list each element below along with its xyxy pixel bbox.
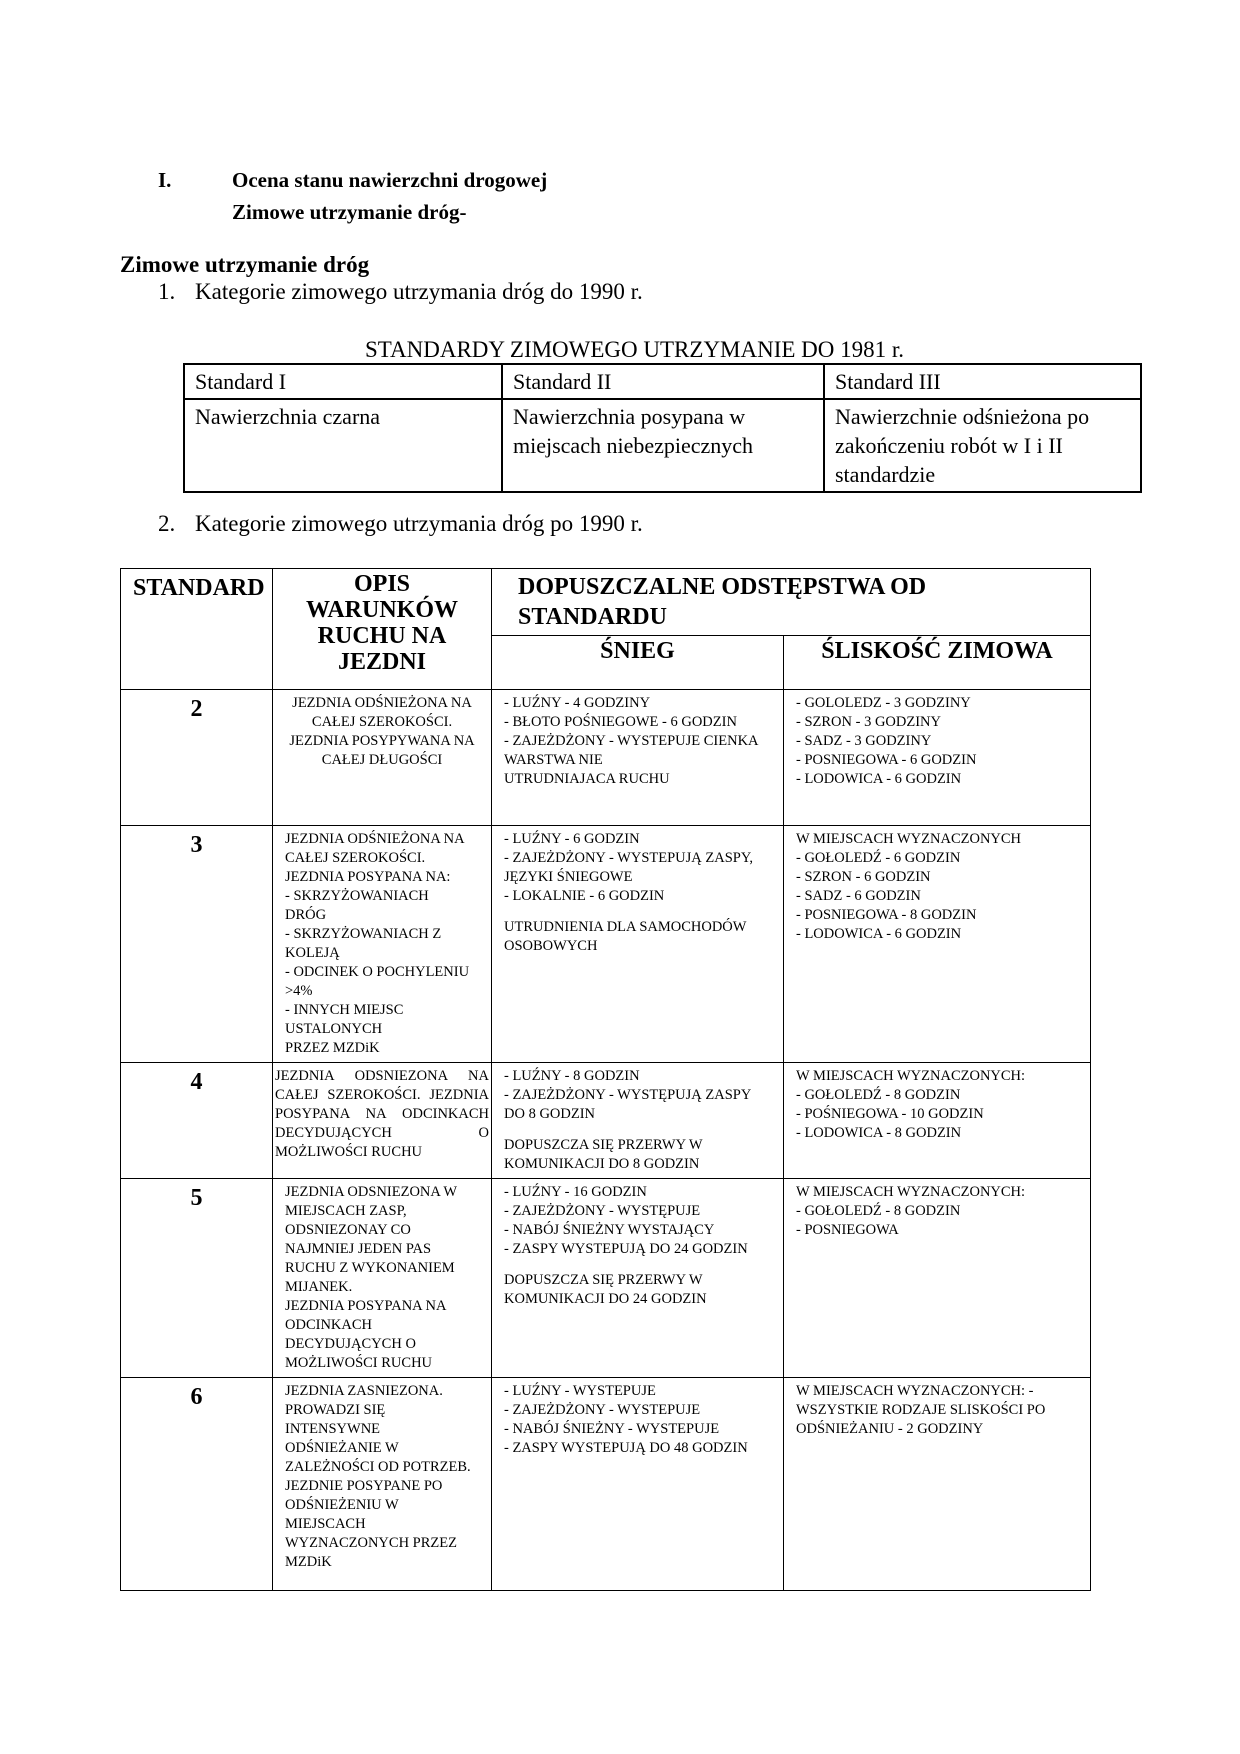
- section-title: Zimowe utrzymanie dróg: [120, 252, 370, 277]
- sliskosc-line: - GOŁOLEDŹ - 8 GODZIN: [796, 1087, 961, 1103]
- sliskosc-line: W MIEJSCACH WYZNACZONYCH: -: [796, 1383, 1034, 1399]
- opis-line: CAŁEJ SZEROKOŚCI.: [311, 714, 453, 730]
- opis-cell: [273, 826, 492, 1063]
- sliskosc-line: W MIEJSCACH WYZNACZONYCH: [796, 831, 1022, 847]
- table2-header-dopuszczalne: DOPUSZCZALNE ODSTĘPSTWA OD STANDARDU: [492, 569, 1091, 636]
- snieg-line: JĘZYKI ŚNIEGOWE: [504, 869, 633, 885]
- opis-line: PRZEZ MZDiK: [285, 1040, 380, 1056]
- table1-header-standard-2: Standard II: [502, 364, 824, 399]
- sliskosc-line: - SADZ - 6 GODZIN: [796, 888, 921, 904]
- snieg-line: - LUŹNY - 8 GODZIN: [504, 1068, 640, 1084]
- snieg-line: - ZAJEŻDŻONY - WYSTEPUJE CIENKA: [504, 733, 759, 749]
- standard-number: 3: [121, 826, 273, 1063]
- snieg-line: - NABÓJ ŚNIEŻNY - WYSTEPUJE: [504, 1421, 720, 1437]
- table1-header-standard-1: Standard I: [184, 364, 502, 399]
- snieg-line: - ZAJEŻDŻONY - WYSTĘPUJĄ ZASPY: [504, 1087, 752, 1103]
- snieg-line: - LOKALNIE - 6 GODZIN: [504, 888, 665, 904]
- opis-line: JEZDNIA ODSNIEZONA W: [285, 1184, 458, 1200]
- sliskosc-line: - POŚNIEGOWA - 10 GODZIN: [796, 1106, 984, 1122]
- table-row: [121, 1378, 1091, 1591]
- list-number: 2.: [158, 511, 176, 536]
- snieg-line: - ZAJEŻDŻONY - WYSTĘPUJE: [504, 1203, 701, 1219]
- standards-1990-table: [120, 568, 1091, 1591]
- table2-header-standard: STANDARD: [121, 569, 273, 690]
- list-text: Kategorie zimowego utrzymania dróg po 1990 r.: [195, 511, 643, 536]
- snieg-line: - ZAJEŻDŻONY - WYSTEPUJE: [504, 1402, 701, 1418]
- opis-line: JEZDNIA ODSNIEZONA NA CAŁEJ SZEROKOŚCI. JEZDNIA POSYPANA NA ODCINKACH DECYDUJĄCYCH O MOŻLIWOŚCI RUCHU: [275, 1068, 489, 1160]
- opis-line: JEZDNIA POSYPANA NA: [285, 1298, 447, 1314]
- opis-line: ODŚNIEŻENIU W: [285, 1497, 399, 1513]
- opis-line: DECYDUJĄCYCH O: [285, 1336, 416, 1352]
- table2-header-snieg: ŚNIEG: [492, 636, 784, 690]
- table-row: [121, 1179, 1091, 1378]
- sliskosc-line: - POSNIEGOWA - 8 GODZIN: [796, 907, 977, 923]
- snieg-line: - ZAJEŻDŻONY - WYSTEPUJĄ ZASPY,: [504, 850, 754, 866]
- snieg-line: WARSTWA NIE: [504, 752, 603, 768]
- table-row: [121, 1063, 1091, 1179]
- opis-line: JEZDNIE POSYPANE PO: [285, 1478, 443, 1494]
- snieg-line: - LUŹNY - 4 GODZINY: [504, 695, 651, 711]
- standards-1981-table: [183, 363, 1142, 493]
- snieg-note-line: OSOBOWYCH: [504, 938, 598, 954]
- sliskosc-line: - SZRON - 3 GODZINY: [796, 714, 941, 730]
- list-text: Kategorie zimowego utrzymania dróg do 1990 r.: [195, 279, 643, 304]
- snieg-line: DO 8 GODZIN: [504, 1106, 596, 1122]
- opis-line: - SKRZYŻOWANIACH: [285, 888, 429, 904]
- opis-line: INTENSYWNE: [285, 1421, 381, 1437]
- snieg-line: - ZASPY WYSTEPUJĄ DO 24 GODZIN: [504, 1241, 748, 1257]
- sliskosc-line: W MIEJSCACH WYZNACZONYCH:: [796, 1068, 1026, 1084]
- snieg-line: - ZASPY WYSTEPUJĄ DO 48 GODZIN: [504, 1440, 748, 1456]
- snieg-note-line: KOMUNIKACJI DO 24 GODZIN: [504, 1291, 707, 1307]
- snieg-line: UTRUDNIAJACA RUCHU: [504, 771, 670, 787]
- opis-line: JEZDNIA ODŚNIEŻONA NA: [285, 831, 465, 847]
- opis-line: ODSNIEZONAY CO: [285, 1222, 411, 1238]
- opis-line: JEZDNIA ZASNIEZONA.: [285, 1383, 443, 1399]
- opis-line: MIJANEK.: [285, 1279, 353, 1295]
- table-row: [121, 690, 1091, 826]
- snieg-note-line: DOPUSZCZA SIĘ PRZERWY W: [504, 1137, 703, 1153]
- opis-line: KOLEJĄ: [285, 945, 340, 961]
- standard-number: 2: [121, 690, 273, 826]
- snieg-note-line: UTRUDNIENIA DLA SAMOCHODÓW: [504, 919, 747, 935]
- sliskosc-cell: [784, 826, 1091, 1063]
- snieg-note-line: KOMUNIKACJI DO 8 GODZIN: [504, 1156, 700, 1172]
- snieg-cell: [492, 1063, 784, 1179]
- opis-line: MIEJSCACH: [285, 1516, 366, 1532]
- snieg-cell: [492, 826, 784, 1063]
- table2-header-sliskosc: ŚLISKOŚĆ ZIMOWA: [784, 636, 1091, 690]
- opis-line: NAJMNIEJ JEDEN PAS: [285, 1241, 432, 1257]
- sliskosc-cell: [784, 1378, 1091, 1591]
- sliskosc-line: - LODOWICA - 6 GODZIN: [796, 771, 962, 787]
- opis-cell: [273, 690, 492, 826]
- opis-line: DRÓG: [285, 907, 327, 923]
- standard-number: 5: [121, 1179, 273, 1378]
- opis-line: JEZDNIA ODŚNIEŻONA NA: [292, 695, 472, 711]
- sliskosc-cell: [784, 1063, 1091, 1179]
- opis-line: RUCHU Z WYKONANIEM: [285, 1260, 455, 1276]
- sliskosc-line: - GOLOLEDZ - 3 GODZINY: [796, 695, 971, 711]
- sliskosc-line: - LODOWICA - 6 GODZIN: [796, 926, 962, 942]
- snieg-line: - LUŹNY - WYSTEPUJE: [504, 1383, 656, 1399]
- sliskosc-line: WSZYSTKIE RODZAJE SLISKOŚCI PO: [796, 1402, 1046, 1418]
- opis-line: MOŻLIWOŚCI RUCHU: [285, 1355, 433, 1371]
- sliskosc-cell: [784, 1179, 1091, 1378]
- opis-line: ODŚNIEŻANIE W: [285, 1440, 399, 1456]
- opis-line: CAŁEJ DŁUGOŚCI: [321, 752, 443, 768]
- heading-subtitle: Zimowe utrzymanie dróg-: [232, 200, 467, 224]
- sliskosc-line: - SADZ - 3 GODZINY: [796, 733, 932, 749]
- opis-line: MIEJSCACH ZASP,: [285, 1203, 407, 1219]
- opis-line: - ODCINEK O POCHYLENIU: [285, 964, 470, 980]
- snieg-line: - BŁOTO POŚNIEGOWE - 6 GODZIN: [504, 714, 737, 730]
- opis-line: >4%: [285, 983, 313, 999]
- table1-header-standard-3: Standard III: [824, 364, 1141, 399]
- heading-number: I.: [158, 168, 172, 192]
- standard-number: 4: [121, 1063, 273, 1179]
- opis-line: ZALEŻNOŚCI OD POTRZEB.: [285, 1459, 471, 1475]
- snieg-cell: [492, 1378, 784, 1591]
- opis-line: - SKRZYŻOWANIACH Z: [285, 926, 442, 942]
- table1-cell-standard-2: Nawierzchnia posypana w miejscach niebezpiecznych: [502, 399, 824, 492]
- opis-line: USTALONYCH: [285, 1021, 383, 1037]
- opis-line: JEZDNIA POSYPANA NA:: [285, 869, 451, 885]
- opis-line: CAŁEJ SZEROKOŚCI.: [285, 850, 426, 866]
- sliskosc-line: ODŚNIEŻANIU - 2 GODZINY: [796, 1421, 984, 1437]
- sliskosc-line: W MIEJSCACH WYZNACZONYCH:: [796, 1184, 1026, 1200]
- snieg-cell: [492, 1179, 784, 1378]
- table1-cell-standard-1: Nawierzchnia czarna: [184, 399, 502, 492]
- opis-cell: [273, 1378, 492, 1591]
- snieg-line: - LUŹNY - 16 GODZIN: [504, 1184, 647, 1200]
- snieg-line: - NABÓJ ŚNIEŻNY WYSTAJĄCY: [504, 1222, 715, 1238]
- opis-line: ODCINKACH: [285, 1317, 372, 1333]
- sliskosc-cell: [784, 690, 1091, 826]
- opis-line: PROWADZI SIĘ: [285, 1402, 386, 1418]
- table1-title: STANDARDY ZIMOWEGO UTRZYMANIE DO 1981 r.: [365, 337, 905, 362]
- opis-line: WYZNACZONYCH PRZEZ: [285, 1535, 457, 1551]
- sliskosc-line: - POSNIEGOWA - 6 GODZIN: [796, 752, 977, 768]
- opis-cell: [273, 1063, 492, 1179]
- opis-line: JEZDNIA POSYPYWANA NA: [289, 733, 475, 749]
- opis-line: - INNYCH MIEJSC: [285, 1002, 404, 1018]
- list-number: 1.: [158, 279, 176, 304]
- opis-cell: [273, 1179, 492, 1378]
- table-row: [121, 826, 1091, 1063]
- snieg-cell: [492, 690, 784, 826]
- sliskosc-line: - POSNIEGOWA: [796, 1222, 899, 1238]
- heading-title: Ocena stanu nawierzchni drogowej: [232, 168, 548, 192]
- opis-line: MZDiK: [285, 1554, 332, 1570]
- snieg-line: - LUŹNY - 6 GODZIN: [504, 831, 640, 847]
- sliskosc-line: - GOŁOLEDŹ - 8 GODZIN: [796, 1203, 961, 1219]
- snieg-note-line: DOPUSZCZA SIĘ PRZERWY W: [504, 1272, 703, 1288]
- sliskosc-line: - LODOWICA - 8 GODZIN: [796, 1125, 962, 1141]
- sliskosc-line: - SZRON - 6 GODZIN: [796, 869, 931, 885]
- table1-cell-standard-3: Nawierzchnie odśnieżona po zakończeniu robót w I i II standardzie: [824, 399, 1141, 492]
- standard-number: 6: [121, 1378, 273, 1591]
- sliskosc-line: - GOŁOLEDŹ - 6 GODZIN: [796, 850, 961, 866]
- table2-header-opis: OPIS WARUNKÓW RUCHU NA JEZDNI: [273, 569, 492, 690]
